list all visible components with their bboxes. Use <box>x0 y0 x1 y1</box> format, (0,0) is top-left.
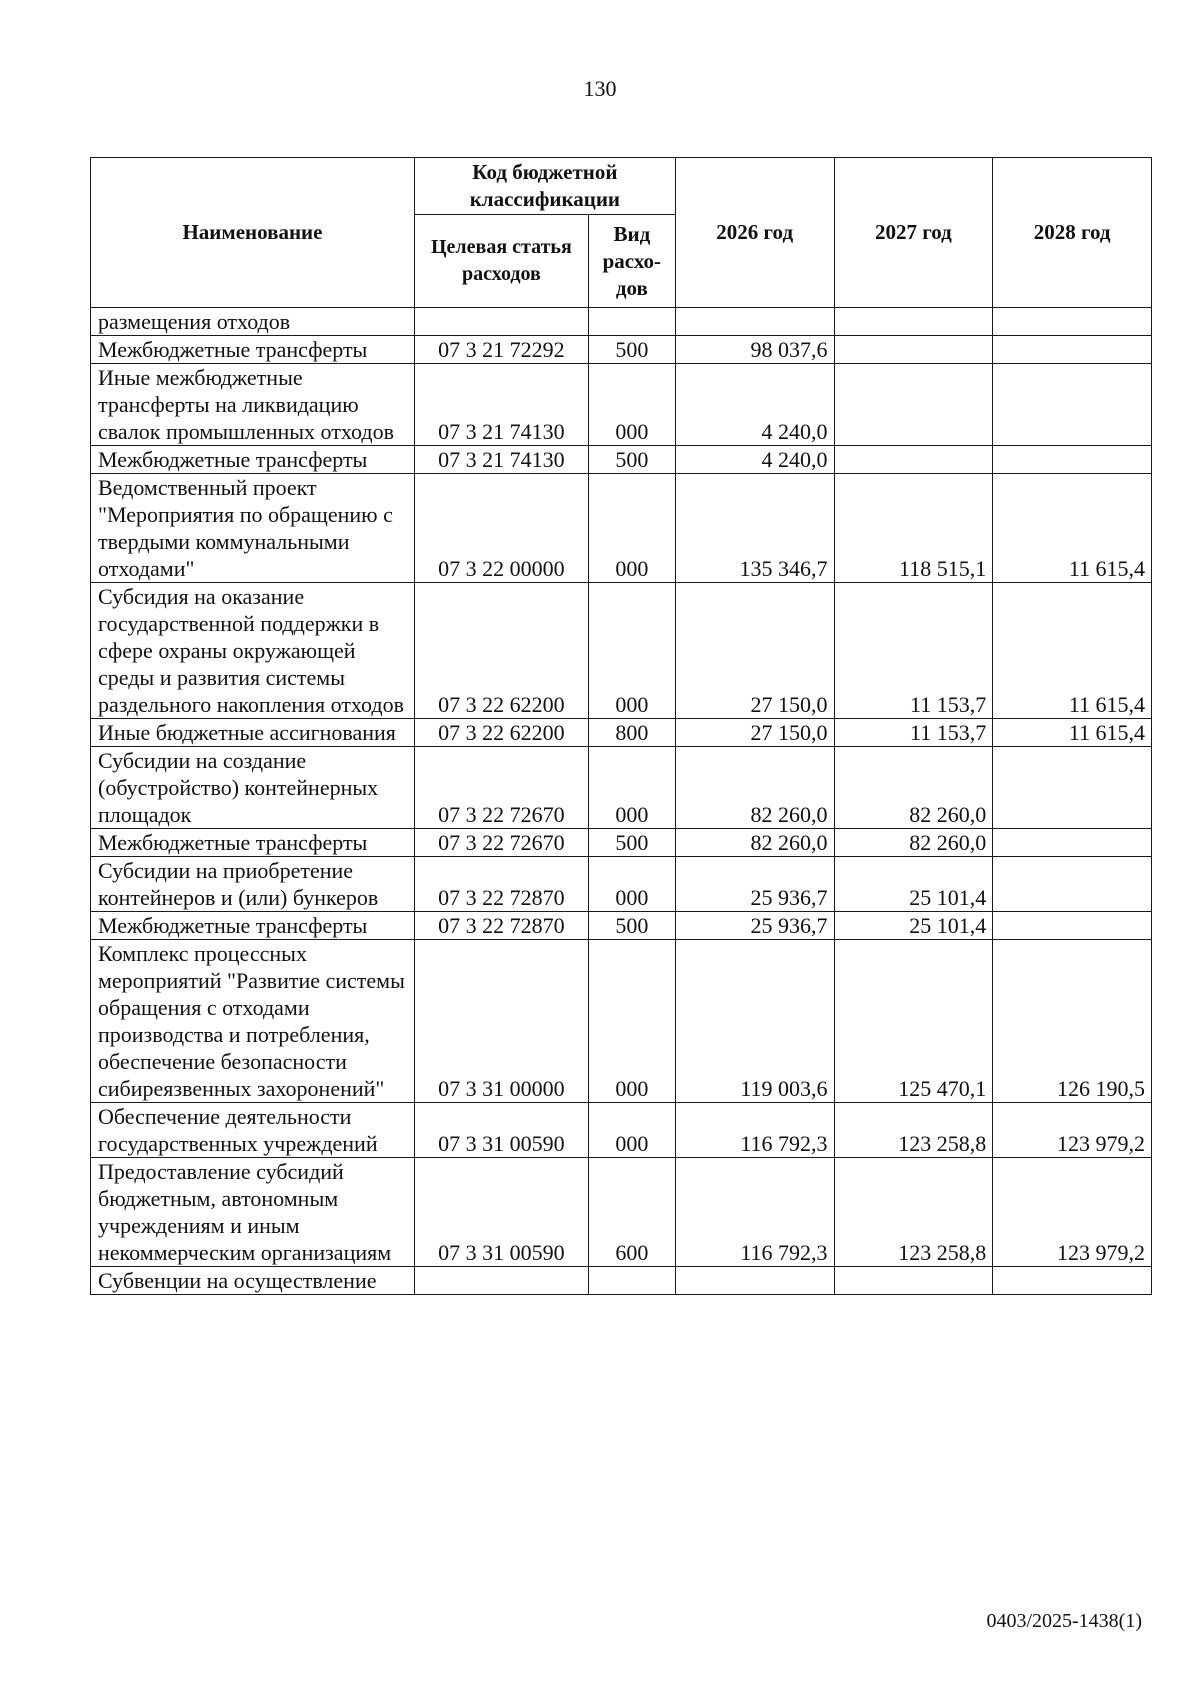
table-header <box>91 158 1152 308</box>
row-value-2027: 25 101,4 <box>834 912 993 940</box>
row-value-2026: 82 260,0 <box>675 747 834 829</box>
row-target-article: 07 3 21 74130 <box>414 446 588 474</box>
row-expense-kind: 600 <box>588 1158 675 1267</box>
table-row <box>91 747 1152 829</box>
row-value-2026: 27 150,0 <box>675 583 834 719</box>
row-value-2027: 11 153,7 <box>834 719 993 747</box>
header-2027: 2027 год <box>834 158 993 308</box>
row-name: Межбюджетные трансферты <box>91 446 415 474</box>
table-row <box>91 857 1152 912</box>
table-row <box>91 719 1152 747</box>
row-value-2026: 4 240,0 <box>675 364 834 446</box>
row-value-2026: 82 260,0 <box>675 829 834 857</box>
row-value-2026: 27 150,0 <box>675 719 834 747</box>
row-value-2028: 126 190,5 <box>993 940 1152 1103</box>
table-row <box>91 364 1152 446</box>
row-name: Межбюджетные трансферты <box>91 829 415 857</box>
row-value-2028 <box>993 857 1152 912</box>
header-name: Наименование <box>91 158 415 308</box>
row-value-2026: 119 003,6 <box>675 940 834 1103</box>
row-expense-kind: 500 <box>588 336 675 364</box>
row-value-2028 <box>993 336 1152 364</box>
row-expense-kind <box>588 308 675 336</box>
row-target-article: 07 3 22 72870 <box>414 857 588 912</box>
row-value-2027: 118 515,1 <box>834 474 993 583</box>
row-expense-kind: 500 <box>588 912 675 940</box>
row-value-2027 <box>834 1267 993 1295</box>
row-expense-kind: 500 <box>588 446 675 474</box>
row-value-2028 <box>993 747 1152 829</box>
row-value-2028 <box>993 1267 1152 1295</box>
table-body <box>91 308 1152 1295</box>
document-number: 0403/2025-1438(1) <box>986 1610 1142 1632</box>
row-value-2027: 123 258,8 <box>834 1103 993 1158</box>
table-row <box>91 308 1152 336</box>
header-expense-kind: Вид расхо-дов <box>588 215 675 308</box>
row-value-2027: 82 260,0 <box>834 829 993 857</box>
row-expense-kind: 500 <box>588 829 675 857</box>
row-name: Комплекс процессных мероприятий "Развитие системы обращения с отходами производства и потребления, обеспечение безопасности сибиреязвенных захоронений" <box>91 940 415 1103</box>
row-value-2027 <box>834 446 993 474</box>
row-value-2027: 125 470,1 <box>834 940 993 1103</box>
row-target-article <box>414 308 588 336</box>
row-target-article: 07 3 22 72870 <box>414 912 588 940</box>
row-target-article: 07 3 22 62200 <box>414 719 588 747</box>
row-target-article: 07 3 22 72670 <box>414 829 588 857</box>
row-value-2027 <box>834 336 993 364</box>
row-value-2028 <box>993 446 1152 474</box>
row-value-2028 <box>993 364 1152 446</box>
row-name: Иные межбюджетные трансферты на ликвидацию свалок промышленных отходов <box>91 364 415 446</box>
table-row <box>91 940 1152 1103</box>
row-expense-kind: 000 <box>588 747 675 829</box>
row-expense-kind: 800 <box>588 719 675 747</box>
row-target-article: 07 3 31 00590 <box>414 1158 588 1267</box>
row-expense-kind: 000 <box>588 1103 675 1158</box>
table-row <box>91 912 1152 940</box>
budget-table <box>90 157 1152 1295</box>
row-name: Обеспечение деятельности государственных учреждений <box>91 1103 415 1158</box>
table-row <box>91 336 1152 364</box>
row-value-2027 <box>834 308 993 336</box>
row-name: Субсидии на создание (обустройство) контейнерных площадок <box>91 747 415 829</box>
row-name: Субвенции на осуществление <box>91 1267 415 1295</box>
row-value-2026: 116 792,3 <box>675 1158 834 1267</box>
row-expense-kind: 000 <box>588 583 675 719</box>
row-value-2026: 25 936,7 <box>675 857 834 912</box>
row-value-2026: 135 346,7 <box>675 474 834 583</box>
table-row <box>91 1103 1152 1158</box>
row-name: Межбюджетные трансферты <box>91 336 415 364</box>
row-expense-kind <box>588 1267 675 1295</box>
header-2026: 2026 год <box>675 158 834 308</box>
row-target-article: 07 3 21 72292 <box>414 336 588 364</box>
row-value-2026: 25 936,7 <box>675 912 834 940</box>
row-value-2028 <box>993 308 1152 336</box>
table-row <box>91 446 1152 474</box>
table-row <box>91 1158 1152 1267</box>
row-name: Ведомственный проект "Мероприятия по обращению с твердыми коммунальными отходами" <box>91 474 415 583</box>
row-name: размещения отходов <box>91 308 415 336</box>
row-value-2027: 123 258,8 <box>834 1158 993 1267</box>
row-expense-kind: 000 <box>588 857 675 912</box>
row-target-article: 07 3 31 00590 <box>414 1103 588 1158</box>
row-value-2028 <box>993 829 1152 857</box>
row-value-2026 <box>675 308 834 336</box>
row-expense-kind: 000 <box>588 474 675 583</box>
table-row <box>91 1267 1152 1295</box>
row-name: Иные бюджетные ассигнования <box>91 719 415 747</box>
row-value-2028: 11 615,4 <box>993 583 1152 719</box>
row-value-2026: 116 792,3 <box>675 1103 834 1158</box>
row-value-2026 <box>675 1267 834 1295</box>
table-row <box>91 474 1152 583</box>
row-name: Межбюджетные трансферты <box>91 912 415 940</box>
table-row <box>91 583 1152 719</box>
header-budget-code: Код бюджетной классификации <box>414 158 675 215</box>
row-value-2026: 98 037,6 <box>675 336 834 364</box>
row-value-2027: 82 260,0 <box>834 747 993 829</box>
header-2028: 2028 год <box>993 158 1152 308</box>
row-value-2026: 4 240,0 <box>675 446 834 474</box>
row-target-article: 07 3 22 62200 <box>414 583 588 719</box>
row-name: Предоставление субсидий бюджетным, автономным учреждениям и иным некоммерческим организациям <box>91 1158 415 1267</box>
row-value-2028: 123 979,2 <box>993 1158 1152 1267</box>
row-value-2027 <box>834 364 993 446</box>
row-value-2028: 11 615,4 <box>993 719 1152 747</box>
row-value-2027: 11 153,7 <box>834 583 993 719</box>
row-expense-kind: 000 <box>588 364 675 446</box>
row-value-2027: 25 101,4 <box>834 857 993 912</box>
row-expense-kind: 000 <box>588 940 675 1103</box>
row-target-article: 07 3 22 00000 <box>414 474 588 583</box>
row-value-2028: 123 979,2 <box>993 1103 1152 1158</box>
page-number: 130 <box>583 76 617 101</box>
header-target-article: Целевая статья расходов <box>414 215 588 308</box>
row-target-article: 07 3 31 00000 <box>414 940 588 1103</box>
row-name: Субсидия на оказание государственной поддержки в сфере охраны окружающей среды и развития системы раздельного накопления отходов <box>91 583 415 719</box>
row-value-2028: 11 615,4 <box>993 474 1152 583</box>
row-target-article: 07 3 21 74130 <box>414 364 588 446</box>
row-value-2028 <box>993 912 1152 940</box>
row-target-article: 07 3 22 72670 <box>414 747 588 829</box>
table-row <box>91 829 1152 857</box>
row-target-article <box>414 1267 588 1295</box>
row-name: Субсидии на приобретение контейнеров и (или) бункеров <box>91 857 415 912</box>
